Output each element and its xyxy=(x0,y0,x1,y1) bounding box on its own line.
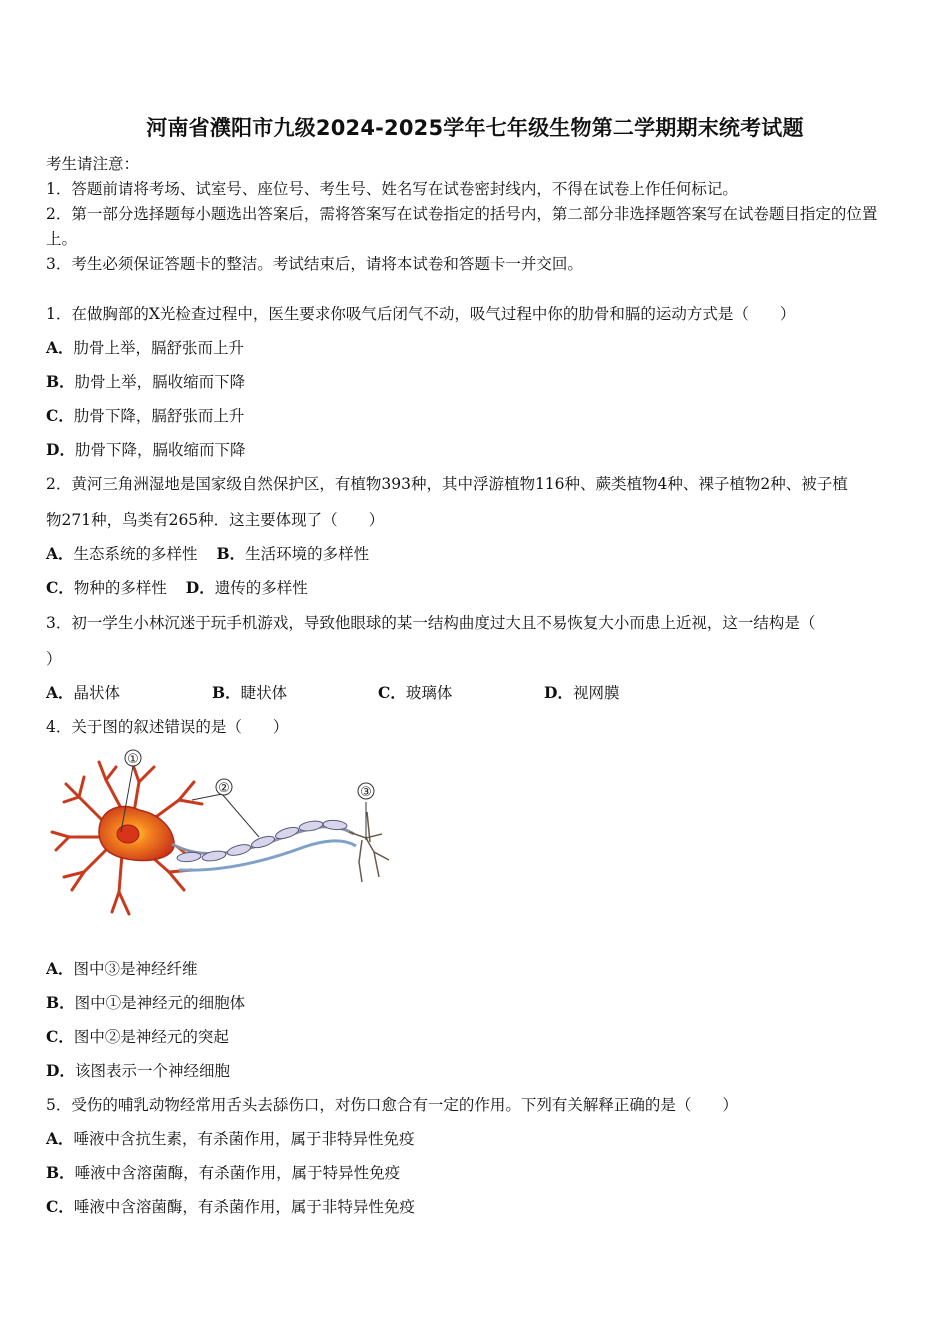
question-stem: 4．关于图的叙述错误的是（ ） xyxy=(46,718,289,736)
option-a[interactable]: A．图中③是神经纤维 xyxy=(46,959,198,978)
option-c[interactable]: C．唾液中含溶菌酶，有杀菌作用，属于非特异性免疫 xyxy=(46,1197,415,1216)
question-stem: 3．初一学生小林沉迷于玩手机游戏，导致他眼球的某一结构曲度过大且不易恢复大小而患上近视，这一结构是（ xyxy=(46,614,816,632)
option-c[interactable]: C．肋骨下降，膈舒张而上升 xyxy=(46,406,245,425)
option-c[interactable]: C．物种的多样性 xyxy=(46,578,167,597)
nucleus xyxy=(117,825,139,843)
notice-item: 1．答题前请将考场、试室号、座位号、考生号、姓名写在试卷密封线内，不得在试卷上作任何标记。 xyxy=(46,180,738,198)
page-title: 河南省濮阳市九级2024-2025学年七年级生物第二学期期末统考试题 xyxy=(146,116,804,140)
option-a[interactable]: A．生态系统的多样性 xyxy=(46,544,198,563)
option-a[interactable]: A．晶状体 xyxy=(46,683,121,702)
notice-heading: 考生请注意： xyxy=(46,155,140,173)
option-b[interactable]: B．生活环境的多样性 xyxy=(216,544,370,563)
option-b[interactable]: B．肋骨上举，膈收缩而下降 xyxy=(46,372,246,391)
option-d[interactable]: D．该图表示一个神经细胞 xyxy=(46,1061,230,1080)
option-a[interactable]: A．肋骨上举，膈舒张而上升 xyxy=(46,338,245,357)
option-b[interactable]: B．图中①是神经元的细胞体 xyxy=(46,993,246,1012)
option-d[interactable]: D．遗传的多样性 xyxy=(185,578,308,597)
notice-item: 3．考生必须保证答题卡的整洁。考试结束后，请将本试卷和答题卡一并交回。 xyxy=(46,255,583,273)
neuron-diagram xyxy=(44,742,404,927)
option-a[interactable]: A．唾液中含抗生素，有杀菌作用，属于非特异性免疫 xyxy=(46,1129,415,1148)
figure-labels xyxy=(125,750,374,800)
question-stem-continued: ） xyxy=(46,650,62,668)
option-c[interactable]: C．图中②是神经元的突起 xyxy=(46,1027,229,1046)
option-c[interactable]: C．玻璃体 xyxy=(378,683,453,702)
option-d[interactable]: D．肋骨下降，膈收缩而下降 xyxy=(46,440,246,459)
notice-item: 2．第一部分选择题每小题选出答案后，需将答案写在试卷指定的括号内，第二部分非选择题答案写在试卷题目指定的位置上。 xyxy=(46,205,878,248)
option-d[interactable]: D．视网膜 xyxy=(544,683,620,702)
question-stem-continued: 物271种，鸟类有265种．这主要体现了（ ） xyxy=(46,511,385,529)
option-b[interactable]: B．唾液中含溶菌酶，有杀菌作用，属于特异性免疫 xyxy=(46,1163,401,1182)
figure-label-2: ② xyxy=(218,781,230,796)
question-stem: 2．黄河三角洲湿地是国家级自然保护区，有植物393种，其中浮游植物116种、蕨类植物4种、裸子植物2种、被子植 xyxy=(46,475,848,493)
figure-label-3: ③ xyxy=(360,785,372,800)
question-stem: 5．受伤的哺乳动物经常用舌头去舔伤口，对伤口愈合有一定的作用。下列有关解释正确的是（ ） xyxy=(46,1096,738,1114)
figure-label-1: ① xyxy=(127,752,139,767)
option-b[interactable]: B．睫状体 xyxy=(212,683,288,702)
question-stem: 1．在做胸部的X光检查过程中，医生要求你吸气后闭气不动，吸气过程中你的肋骨和膈的运动方式是（ ） xyxy=(46,305,796,323)
